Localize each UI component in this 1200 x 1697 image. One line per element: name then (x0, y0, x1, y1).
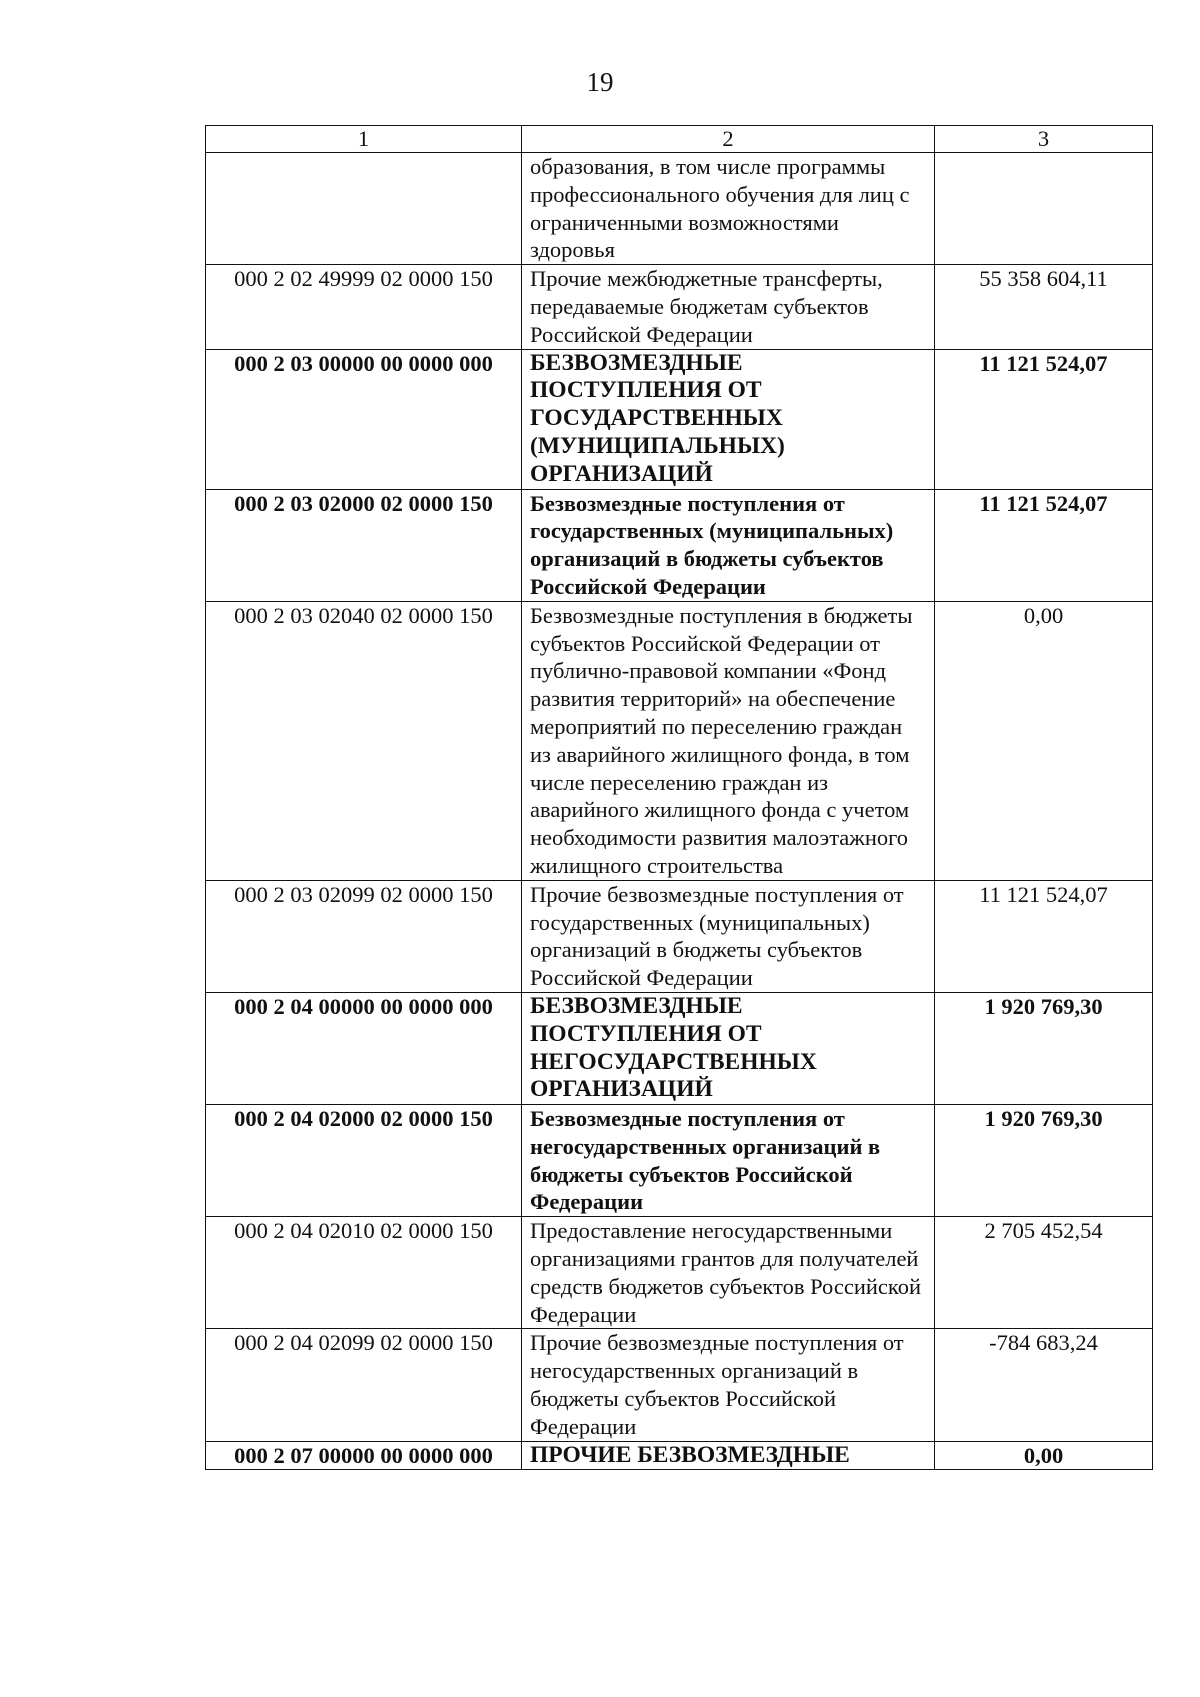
column-header-amount: 3 (935, 126, 1153, 153)
table-row (206, 265, 1153, 349)
budget-revenue-table (205, 125, 1153, 1470)
amount-cell: 2 705 452,54 (935, 1217, 1153, 1329)
budget-code-cell: 000 2 04 02000 02 0000 150 (206, 1105, 522, 1217)
table-row (206, 1329, 1153, 1441)
revenue-name-cell: ПРОЧИЕ БЕЗВОЗМЕЗДНЫЕ (522, 1441, 935, 1470)
budget-code-cell: 000 2 04 00000 00 0000 000 (206, 992, 522, 1104)
amount-cell: 11 121 524,07 (935, 489, 1153, 601)
table-row-section-total (206, 992, 1153, 1104)
table-row-subtotal (206, 489, 1153, 601)
budget-code-cell: 000 2 03 00000 00 0000 000 (206, 349, 522, 489)
amount-cell (935, 153, 1153, 265)
budget-code-cell: 000 2 04 02099 02 0000 150 (206, 1329, 522, 1441)
revenue-name-cell: Безвозмездные поступления в бюджеты субъектов Российской Федерации от публично-правовой компании «Фонд развития территорий» на обеспечение мероприятий по переселению граждан из аварийного жилищного фонда, в том числе переселению граждан из аварийного жилищного фонда с учетом необходимости развития малоэтажного жилищного строительства (522, 601, 935, 880)
revenue-name-cell: Прочие безвозмездные поступления от негосударственных организаций в бюджеты субъектов Российской Федерации (522, 1329, 935, 1441)
amount-cell: 1 920 769,30 (935, 1105, 1153, 1217)
column-header-code: 1 (206, 126, 522, 153)
table-row-section-total (206, 349, 1153, 489)
budget-code-cell (206, 153, 522, 265)
table-row (206, 1217, 1153, 1329)
budget-code-cell: 000 2 03 02099 02 0000 150 (206, 880, 522, 992)
page-number: 19 (586, 67, 614, 97)
revenue-name-cell: Прочие межбюджетные трансферты, передаваемые бюджетам субъектов Российской Федерации (522, 265, 935, 349)
revenue-name-cell: Прочие безвозмездные поступления от государственных (муниципальных) организаций в бюджеты субъектов Российской Федерации (522, 880, 935, 992)
revenue-name-cell: БЕЗВОЗМЕЗДНЫЕ ПОСТУПЛЕНИЯ ОТ ГОСУДАРСТВЕННЫХ (МУНИЦИПАЛЬНЫХ) ОРГАНИЗАЦИЙ (522, 349, 935, 489)
revenue-name-cell: БЕЗВОЗМЕЗДНЫЕ ПОСТУПЛЕНИЯ ОТ НЕГОСУДАРСТВЕННЫХ ОРГАНИЗАЦИЙ (522, 992, 935, 1104)
column-header-name: 2 (522, 126, 935, 153)
revenue-name-cell: образования, в том числе программы профессионального обучения для лиц с ограниченными возможностями здоровья (522, 153, 935, 265)
amount-cell: 55 358 604,11 (935, 265, 1153, 349)
table-row (206, 880, 1153, 992)
amount-cell: 11 121 524,07 (935, 349, 1153, 489)
table-row (206, 601, 1153, 880)
revenue-name-cell: Предоставление негосударственными организациями грантов для получателей средств бюджетов субъектов Российской Федерации (522, 1217, 935, 1329)
budget-code-cell: 000 2 02 49999 02 0000 150 (206, 265, 522, 349)
amount-cell: 0,00 (935, 1441, 1153, 1470)
budget-code-cell: 000 2 03 02000 02 0000 150 (206, 489, 522, 601)
amount-cell: 1 920 769,30 (935, 992, 1153, 1104)
budget-code-cell: 000 2 04 02010 02 0000 150 (206, 1217, 522, 1329)
table-row-section-total (206, 1441, 1153, 1470)
amount-cell: -784 683,24 (935, 1329, 1153, 1441)
amount-cell: 11 121 524,07 (935, 880, 1153, 992)
revenue-name-cell: Безвозмездные поступления от негосударственных организаций в бюджеты субъектов Российской Федерации (522, 1105, 935, 1217)
budget-code-cell: 000 2 07 00000 00 0000 000 (206, 1441, 522, 1470)
budget-code-cell: 000 2 03 02040 02 0000 150 (206, 601, 522, 880)
table-row (206, 153, 1153, 265)
amount-cell: 0,00 (935, 601, 1153, 880)
table-row-subtotal (206, 1105, 1153, 1217)
revenue-name-cell: Безвозмездные поступления от государственных (муниципальных) организаций в бюджеты субъектов Российской Федерации (522, 489, 935, 601)
table-header-row (206, 126, 1153, 153)
